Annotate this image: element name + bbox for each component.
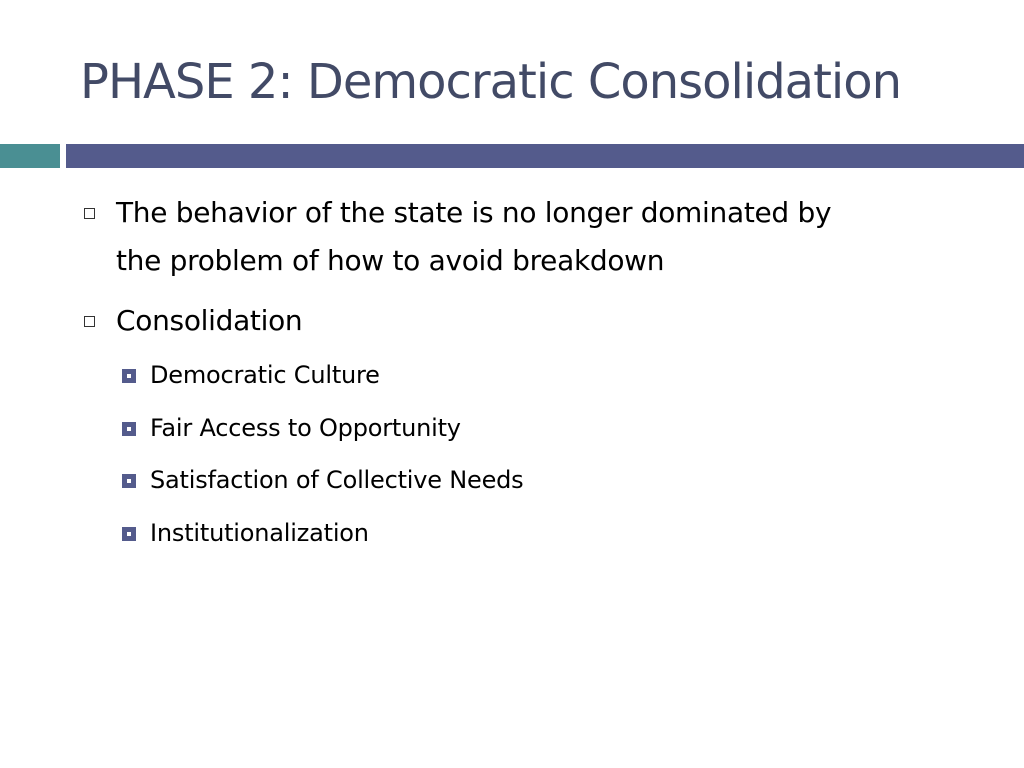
filled-square-bullet-icon: [122, 474, 136, 488]
bullet-item: [84, 297, 984, 345]
sub-bullet-text: Fair Access to Opportunity: [150, 414, 461, 442]
bullet-text: [116, 189, 984, 285]
filled-square-bullet-icon: [122, 422, 136, 436]
sub-bullet-text: Satisfaction of Collective Needs: [150, 466, 524, 494]
bullet-line: the problem of how to avoid breakdown: [116, 244, 665, 277]
filled-square-bullet-icon: [122, 369, 136, 383]
sub-bullet-text: Democratic Culture: [150, 361, 380, 389]
hollow-square-bullet-icon: [84, 316, 95, 327]
bullet-item: [84, 189, 984, 285]
bullet-line: The behavior of the state is no longer dominated by: [116, 196, 832, 229]
bullet-text: [116, 297, 984, 345]
bullet-line: Consolidation: [116, 304, 303, 337]
filled-square-bullet-icon: [122, 527, 136, 541]
hollow-square-bullet-icon: [84, 208, 95, 219]
sub-bullet-text: Institutionalization: [150, 519, 369, 547]
slide-title: PHASE 2: Democratic Consolidation: [80, 54, 902, 110]
